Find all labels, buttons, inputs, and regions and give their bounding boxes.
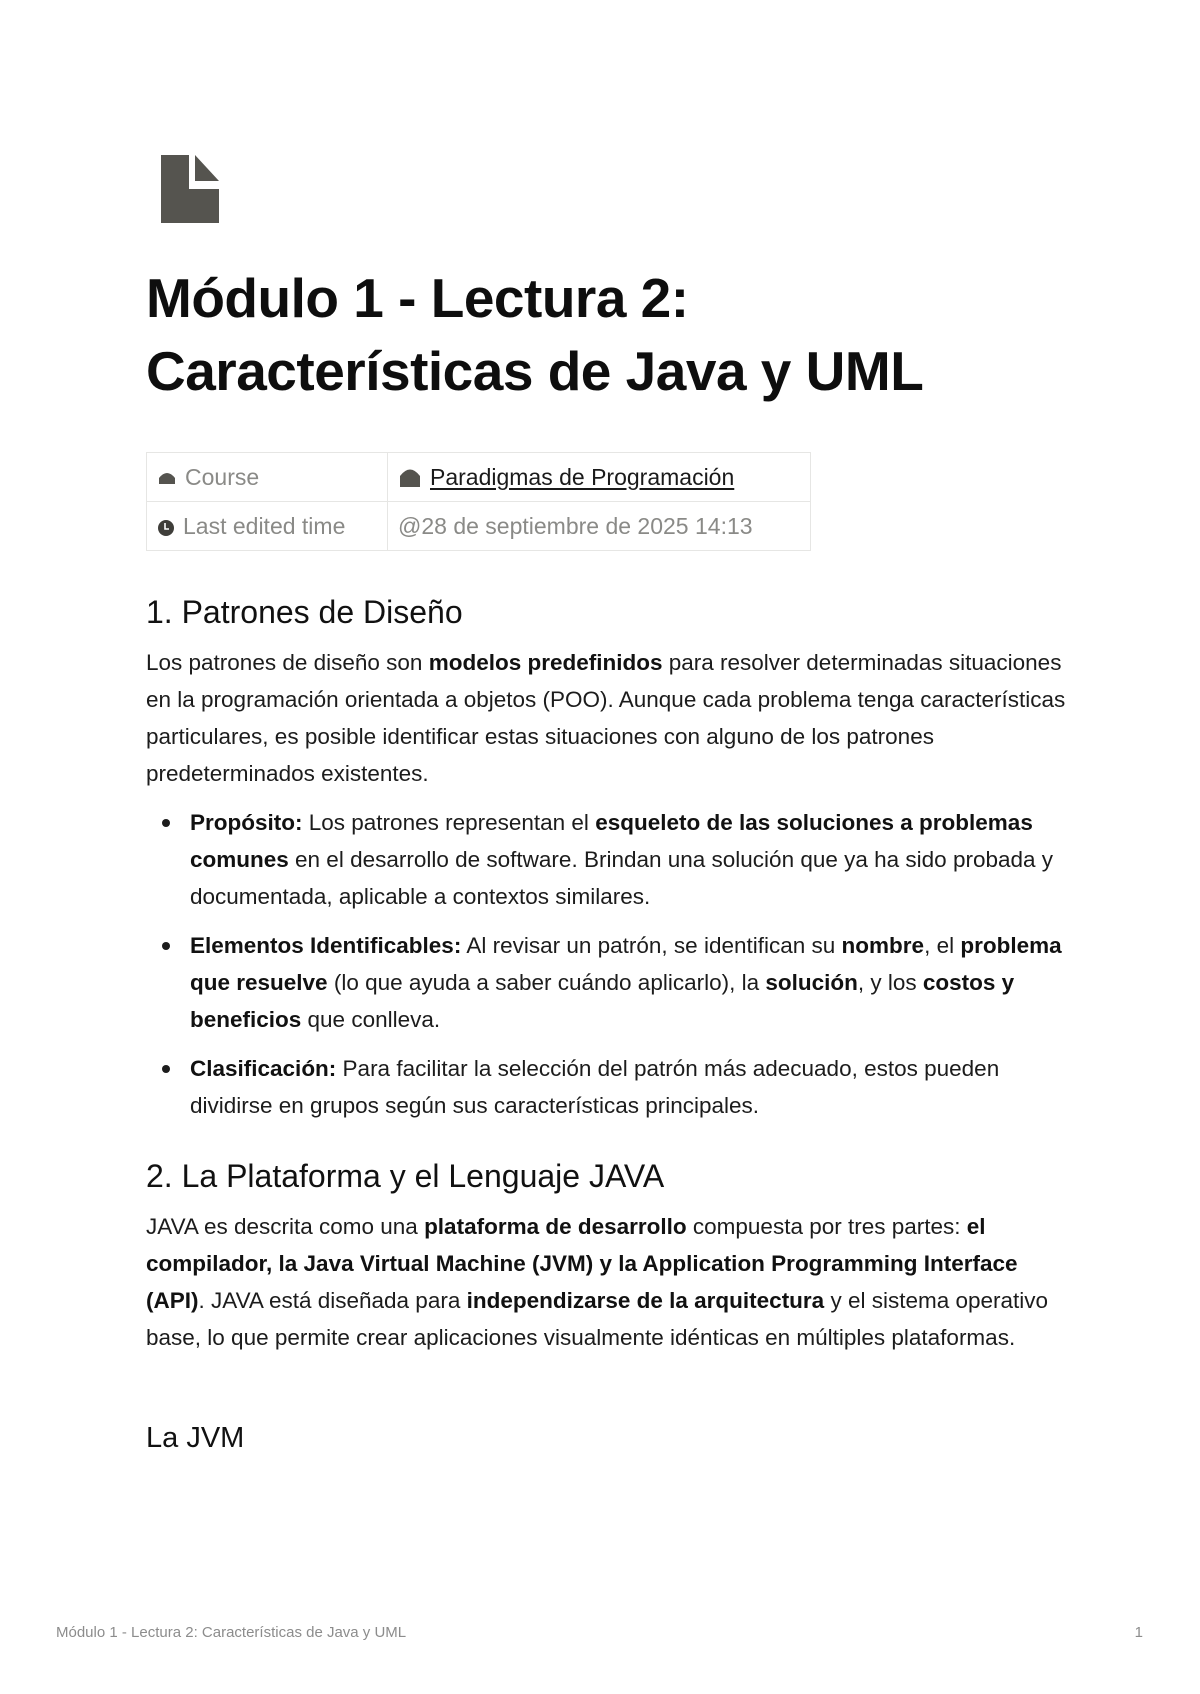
property-row-course <box>147 453 811 502</box>
paragraph: JAVA es descrita como una plataforma de desarrollo compuesta por tres partes: el compilador, la Java Virtual Machine (JVM) y la Application Programming Interface (API). JAVA está diseñada para independizarse de la arquitectura y el sistema operativo base, lo que permite crear aplicaciones visualmente idénticas en múltiples plataformas. <box>146 1214 1049 1350</box>
title-line-2: Características de Java y UML <box>146 340 924 402</box>
document-icon <box>161 155 219 223</box>
list-item: Clasificación: Para facilitar la selección del patrón más adecuado, estos pueden dividirse en grupos según sus características principales. <box>190 1050 1066 1124</box>
bullet-icon <box>162 1065 170 1073</box>
bullet-icon <box>162 819 170 827</box>
graduation-cap-icon <box>157 470 177 486</box>
page-content <box>146 590 1066 1458</box>
property-value <box>388 453 811 502</box>
clock-icon <box>157 518 175 536</box>
title-line-1: Módulo 1 - Lectura 2: <box>146 267 689 329</box>
list-item: Elementos Identificables: Al revisar un patrón, se identifican su nombre, el problema que resuelve (lo que ayuda a saber cuándo aplicarlo), la solución, y los costos y beneficios que conlleva. <box>190 927 1066 1038</box>
page-number: 1 <box>1134 1624 1143 1641</box>
property-value <box>388 502 811 551</box>
properties-table <box>146 452 811 551</box>
property-key: Course <box>147 453 388 502</box>
last-edited-date: @28 de septiembre de 2025 14:13 <box>398 512 753 539</box>
bullet-icon <box>162 942 170 950</box>
footer-title: Módulo 1 - Lectura 2: Características de Java y UML <box>56 1624 407 1641</box>
paragraph: Los patrones de diseño son modelos predefinidos para resolver determinadas situaciones en la programación orientada a objetos (POO). Aunque cada problema tenga características particulares, es posible identificar estas situaciones con alguno de los patrones predeterminados existentes. <box>146 650 1066 786</box>
list-item: Propósito: Los patrones representan el esqueleto de las soluciones a problemas comunes en el desarrollo de software. Brindan una solución que ya ha sido probada y documentada, aplicable a contextos similares. <box>190 804 1066 915</box>
bullet-list <box>146 804 1066 1124</box>
section-heading: 1. Patrones de Diseño <box>146 594 463 630</box>
page-title <box>146 262 1106 408</box>
section-heading: 2. La Plataforma y el Lenguaje JAVA <box>146 1158 665 1194</box>
graduation-cap-icon <box>398 467 422 489</box>
subsection-heading: La JVM <box>146 1422 245 1454</box>
course-link[interactable]: Paradigmas de Programación <box>430 463 735 490</box>
property-key: Last edited time <box>147 502 388 551</box>
property-row-last-edited <box>147 502 811 551</box>
